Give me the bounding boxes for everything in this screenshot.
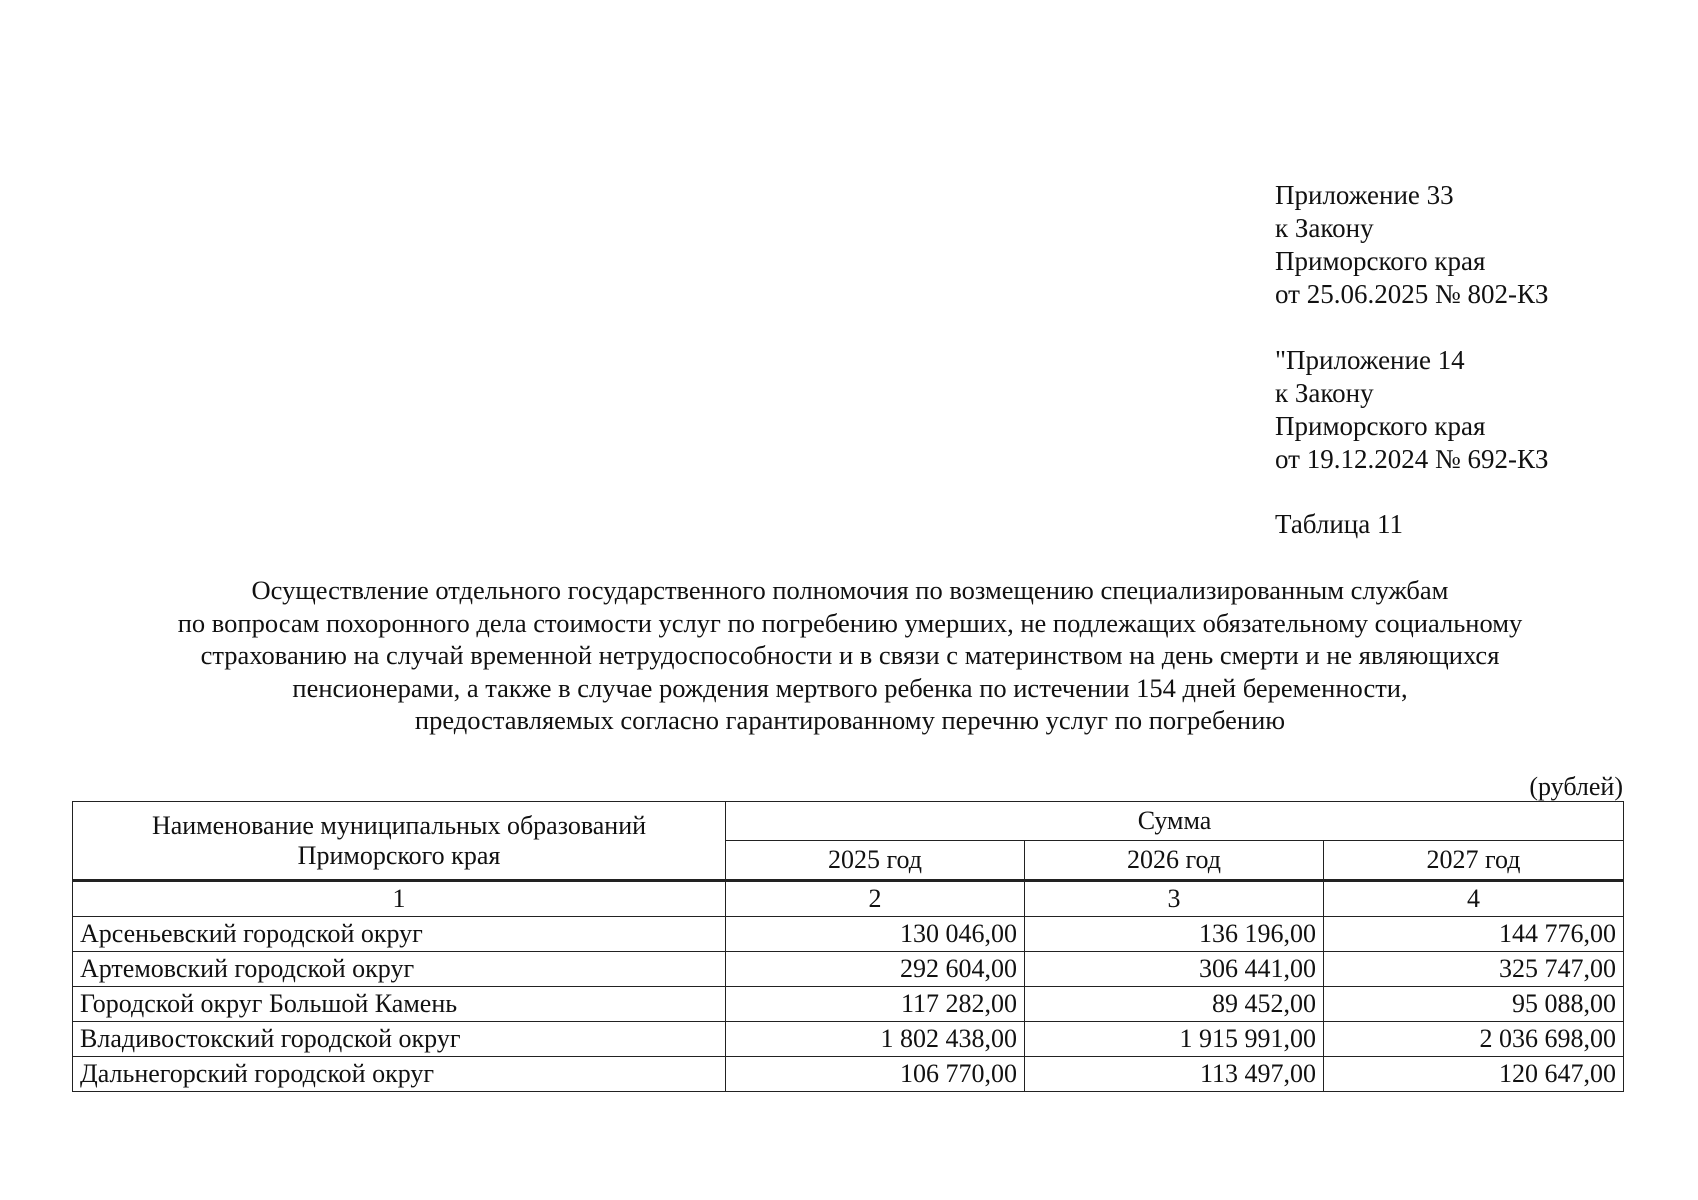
column-number: 2: [726, 881, 1025, 917]
amount-2027: 325 747,00: [1324, 952, 1624, 987]
amount-2026: 136 196,00: [1025, 917, 1324, 952]
header-sum: Сумма: [726, 802, 1624, 841]
amount-2027: 120 647,00: [1324, 1057, 1624, 1092]
header-municipality: [73, 802, 726, 881]
amount-2026: 89 452,00: [1025, 987, 1324, 1022]
annex-line: Приложение 33: [1275, 180, 1454, 210]
header-name-line: Приморского края: [297, 840, 501, 870]
annex-line: Приморского края: [1275, 411, 1486, 441]
header-name-line: Наименование муниципальных образований: [151, 810, 647, 840]
annex-block-current: [1275, 179, 1675, 311]
amount-2025: 292 604,00: [726, 952, 1025, 987]
title-line: страхованию на случай временной нетрудоспособности и в связи с материнством на день смерти и не являющихся: [200, 640, 1500, 670]
title-line: пенсионерами, а также в случае рождения мертвого ребенка по истечении 154 дней беременности,: [292, 672, 1408, 703]
column-number: 4: [1324, 881, 1624, 917]
title-line: Осуществление отдельного государственного полномочия по возмещению специализированным службам: [251, 575, 1449, 605]
annex-line: от 19.12.2024 № 692-КЗ: [1275, 444, 1549, 474]
municipality-name: Арсеньевский городской округ: [73, 917, 726, 952]
allocation-table: [72, 801, 1624, 1092]
column-number-row: [73, 881, 1624, 917]
table-number-label: [1275, 508, 1675, 541]
header-year-2026: 2026 год: [1025, 841, 1324, 881]
table-row: [73, 917, 1624, 952]
municipality-name: Дальнегорский городской округ: [73, 1057, 726, 1092]
title-line: предоставляемых согласно гарантированному перечню услуг по погребению: [414, 705, 1286, 735]
document-title: [80, 574, 1620, 737]
table-row: [73, 1057, 1624, 1092]
amount-2027: 95 088,00: [1324, 987, 1624, 1022]
annex-line: к Закону: [1275, 213, 1374, 243]
amount-2025: 130 046,00: [726, 917, 1025, 952]
column-number: 3: [1025, 881, 1324, 917]
table-label: Таблица 11: [1275, 509, 1403, 539]
municipality-name: Артемовский городской округ: [73, 952, 726, 987]
header-year-2025: 2025 год: [726, 841, 1025, 881]
amount-2025: 1 802 438,00: [726, 1022, 1025, 1057]
units-label: (рублей): [1529, 772, 1623, 801]
header-year-2027: 2027 год: [1324, 841, 1624, 881]
annex-line: Приморского края: [1275, 246, 1486, 276]
table-row: [73, 1022, 1624, 1057]
amount-2026: 306 441,00: [1025, 952, 1324, 987]
table-row: [73, 952, 1624, 987]
municipality-name: Владивостокский городской округ: [73, 1022, 726, 1057]
column-number: 1: [73, 881, 726, 917]
annex-block-amended: [1275, 344, 1675, 476]
amount-2027: 2 036 698,00: [1324, 1022, 1624, 1057]
amount-2026: 113 497,00: [1025, 1057, 1324, 1092]
table-row: [73, 987, 1624, 1022]
annex-line: "Приложение 14: [1275, 345, 1465, 375]
annex-line: к Закону: [1275, 378, 1374, 408]
annex-line: от 25.06.2025 № 802-КЗ: [1275, 279, 1549, 309]
title-line: по вопросам похоронного дела стоимости услуг по погребению умерших, не подлежащих обязательному социальному: [177, 607, 1523, 638]
amount-2025: 106 770,00: [726, 1057, 1025, 1092]
amount-2025: 117 282,00: [726, 987, 1025, 1022]
municipality-name: Городской округ Большой Камень: [73, 987, 726, 1022]
amount-2027: 144 776,00: [1324, 917, 1624, 952]
amount-2026: 1 915 991,00: [1025, 1022, 1324, 1057]
